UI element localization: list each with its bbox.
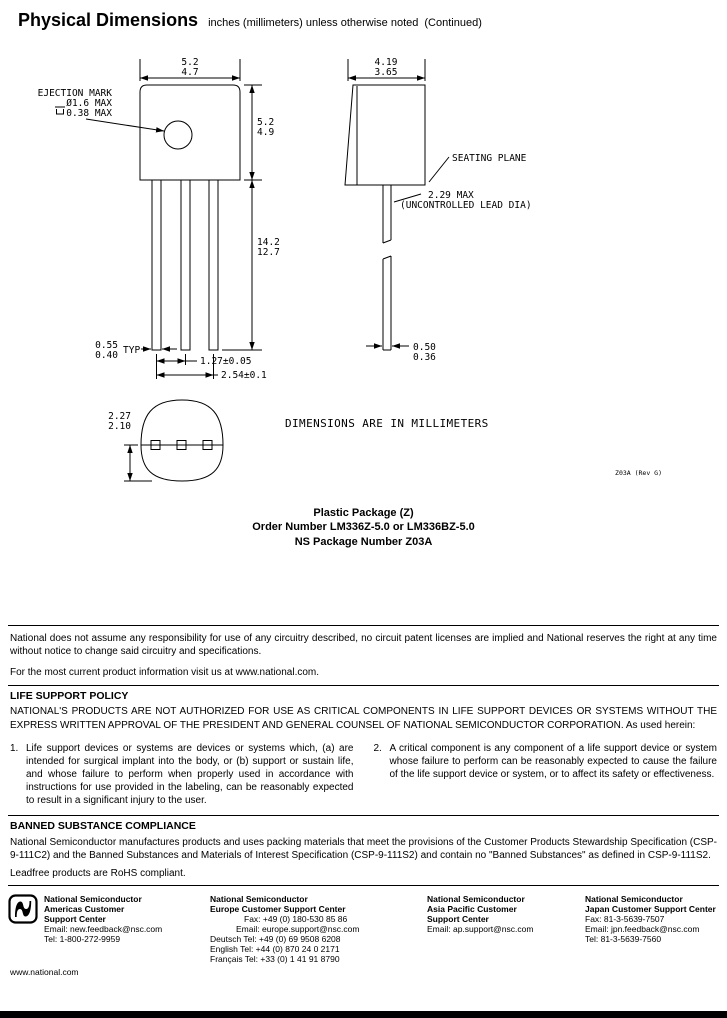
side-lead-upper [383,185,391,243]
side-view-outline [345,85,425,350]
office-tel: Deutsch Tel: +49 (0) 69 9508 6208 [210,934,341,945]
drawing-revision: Z03A (Rev G) [615,469,662,477]
package-caption [0,506,727,549]
caption-package-type: Plastic Package (Z) [313,507,414,519]
item-number: 1. [10,742,19,754]
dim-front-height-top: 5.2 [257,117,275,128]
item-text: A critical component is any component of a life support device or system whose failure to perform can be reasonably expected to cause the failure of the life support device or system, or to affect its safety or effectiveness. [389,742,717,780]
office-fax: Fax: 81-3-5639-7507 [585,914,665,925]
lead-dia-max-label: 2.29 MAX [428,190,474,201]
bottom-bar [0,1011,727,1018]
footer-europe [210,894,422,964]
footer-japan [585,894,725,964]
counterbore-icon [55,107,65,114]
front-lead-3 [209,180,218,350]
divider-life-support [8,685,719,686]
leadfree-text: Leadfree products are RoHS compliant. [10,868,186,880]
front-view-outline [140,85,240,350]
office-name: National Semiconductor [210,894,308,905]
units-note: DIMENSIONS ARE IN MILLIMETERS [285,417,489,430]
side-lead-lower [383,256,391,350]
seating-plane-label: SEATING PLANE [452,153,527,164]
dim-lead-length-bot: 12.7 [257,247,280,258]
office-name: Support Center [44,914,106,925]
dim-front-width-top: 5.2 [181,57,199,68]
office-name: Japan Customer Support Center [585,904,716,915]
office-tel: English Tel: +44 (0) 870 24 0 2171 [210,944,340,955]
divider-disclaimer [8,625,719,626]
page-header [0,0,727,31]
office-name: National Semiconductor [585,894,683,905]
divider-footer [8,885,719,886]
contact-footer [8,894,727,964]
national-logo-icon [8,894,38,924]
divider-banned-substance [8,815,719,816]
life-support-item-2 [374,742,718,807]
item-number: 2. [373,742,382,754]
office-email: Email: new.feedback@nsc.com [44,924,163,935]
office-name: Support Center [427,914,489,925]
office-email: Email: jpn.feedback@nsc.com [585,924,700,935]
front-lead-2 [181,180,190,350]
life-support-heading: LIFE SUPPORT POLICY [10,690,129,703]
footer-asia-pacific [427,894,577,964]
dim-side-width-top: 4.19 [374,57,398,68]
office-tel: Tel: 1-800-272-9959 [44,934,121,945]
office-fax: Fax: +49 (0) 180-530 85 86 [244,914,348,925]
dim-front-height-bot: 4.9 [257,127,275,138]
office-name: National Semiconductor [44,894,142,905]
banned-substance-heading: BANNED SUBSTANCE COMPLIANCE [10,819,196,832]
website-link: www.national.com [10,967,79,978]
item-text: Life support devices or systems are devices or systems which, (a) are intended for surgical implant into the body, or (b) support or sustain life, and whose failure to perform when properly used in accordance with instructions for use provided in the labeling, can be reasonably expected to result in a significant injury to the user. [26,742,354,806]
banned-substance-text: National Semiconductor manufactures products and uses packing materials that meet the provisions of the Customer Products Stewardship Specification (CSP-9-111C2) and the Banned Substances and Materials of Interest Specification (CSP-9-111S2) and contain no "Banned Substances" as defined in CSP-9-111S2. [10,836,718,862]
bottom-view-labels [108,411,131,432]
page-title: Physical Dimensions [18,10,199,30]
ejection-mark-circle [164,121,192,149]
life-support-intro: NATIONAL'S PRODUCTS ARE NOT AUTHORIZED FOR USE AS CRITICAL COMPONENTS IN LIFE SUPPORT DEVICES OR SYSTEMS WITHOUT THE EXPRESS WRITTEN APPROVAL OF THE PRESIDENT AND GENERAL COUNSEL OF NATIONAL SEMICONDUCTOR CORPORATION. As used herein: [10,706,717,731]
ejection-mark-label: EJECTION MARK [37,88,112,99]
dim-lead-width-bot: 0.40 [95,350,118,361]
ejection-mark-dia: Ø1.6 MAX [66,98,112,109]
office-name: Asia Pacific Customer [427,904,517,915]
dim-bottom-bot: 2.10 [108,421,131,432]
life-support-columns [10,742,717,807]
side-view-labels [375,57,532,363]
dim-pitch-outer: 2.54±0.1 [221,370,267,381]
dim-pitch-inner: 1.27±0.05 [200,356,252,367]
caption-ns-package-number: NS Package Number Z03A [294,535,433,548]
dim-lead-thickness-bot: 0.36 [413,352,436,363]
disclaimer-text: National does not assume any responsibility for use of any circuitry described, no circuit patent licenses are implied and National reserves the right at any time without notice to change said circuitry and specifications. [10,632,717,658]
front-lead-1 [152,180,161,350]
seating-plane-leader [429,157,449,182]
office-email: Email: europe.support@nsc.com [236,924,360,935]
page-subtitle-continued: (Continued) [424,17,482,29]
dim-bottom-top: 2.27 [108,411,131,422]
dim-lead-length-top: 14.2 [257,237,280,248]
dim-side-width-bot: 3.65 [374,67,398,78]
office-email: Email: ap.support@nsc.com [427,924,534,935]
caption-order-number: Order Number LM336Z-5.0 or LM336BZ-5.0 [252,521,475,534]
ejection-leader-line [86,119,164,131]
office-tel: Tel: 81-3-5639-7560 [585,934,662,945]
office-name: Americas Customer [44,904,125,915]
product-info-text: For the most current product information visit us at www.national.com. [10,667,320,679]
national-logo [8,894,40,964]
dim-lead-thickness-top: 0.50 [413,342,436,353]
dim-lead-width-typ: TYP [123,345,141,356]
bottom-view-dimension-lines [124,445,152,481]
bottom-view-outline [141,400,223,481]
package-drawing [0,45,727,490]
ejection-mark-depth: 0.38 MAX [66,108,112,119]
office-name: National Semiconductor [427,894,525,905]
life-support-item-1 [10,742,354,807]
front-view-labels [38,57,280,381]
office-tel: Français Tel: +33 (0) 1 41 91 8790 [210,954,340,965]
page-subtitle: inches (millimeters) unless otherwise noted [208,17,419,29]
dim-front-width-bot: 4.7 [181,67,199,78]
office-name: Europe Customer Support Center [210,904,346,915]
dim-lead-width-top: 0.55 [95,340,118,351]
lead-dia-note-label: (UNCONTROLLED LEAD DIA) [400,200,532,211]
footer-americas [44,894,202,964]
